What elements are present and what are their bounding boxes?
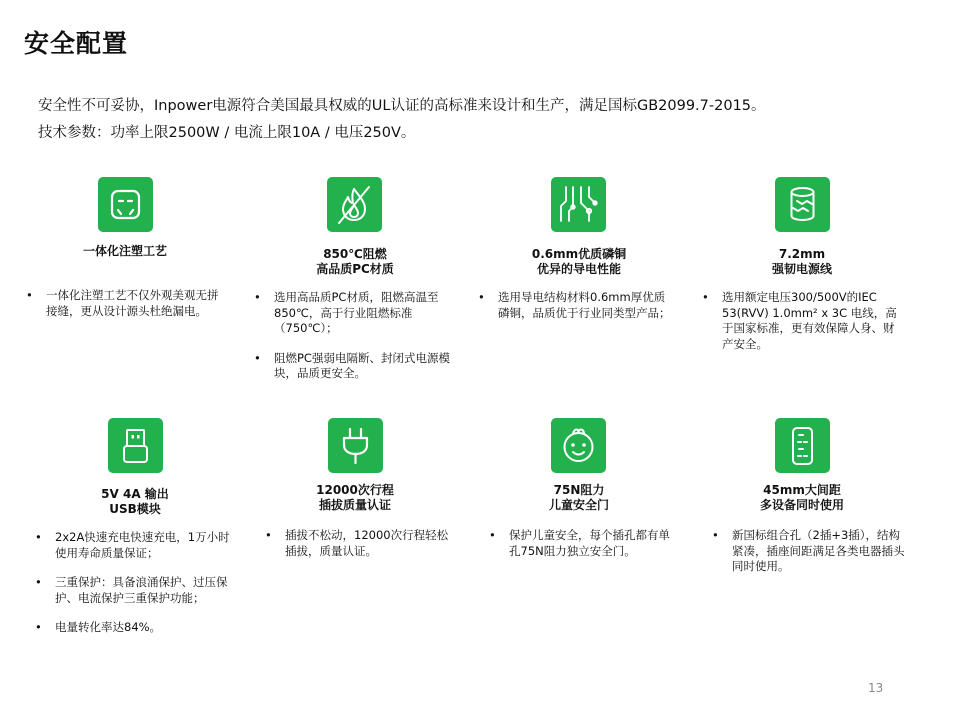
feature-title-5: 5V 4A 输出 USB模块: [101, 487, 169, 516]
feature-list-2: [254, 290, 452, 396]
list-item: • 插拔不松动，12000次行程轻松插拔，质量认证。: [265, 528, 455, 559]
list-item: • 选用高品质PC材质，阻燃高温至850℃，高于行业阻燃标准（750℃）；: [254, 290, 452, 337]
list-item: • 三重保护：具备浪涌保护、过压保护、电流保护三重保护功能；: [35, 575, 233, 606]
page-number: 13: [868, 681, 884, 695]
flame-retardant-icon: [327, 177, 382, 232]
feature-list-1: [26, 288, 226, 333]
socket-icon: [98, 177, 153, 232]
list-item: • 一体化注塑工艺不仅外观美观无拼接缝，更从设计源头杜绝漏电。: [26, 288, 226, 319]
list-item: • 选用额定电压300/500V的IEC 53(RVV) 1.0mm² x 3C 电线，高于国家标准，更有效保障人身、财产安全。: [702, 290, 900, 352]
intro-line-1: 安全性不可妥协，Inpower电源符合美国最具权威的UL认证的高标准来设计和生产，满足国标GB2099.7-2015。: [38, 98, 766, 114]
feature-title-8: 45mm大间距 多设备同时使用: [759, 483, 844, 512]
feature-title-2: 850℃阻燃 高品质PC材质: [316, 247, 394, 276]
usb-icon: [108, 418, 163, 473]
feature-title-1: 一体化注塑工艺: [82, 244, 167, 258]
intro-line-2: 技术参数：功率上限2500W / 电流上限10A / 电压250V。: [38, 125, 416, 141]
feature-list-8: [712, 528, 908, 589]
feature-title-3: 0.6mm优质磷铜 优异的导电性能: [531, 247, 627, 276]
plug-icon: [328, 418, 383, 473]
feature-list-5: [35, 530, 233, 650]
feature-list-3: [478, 290, 674, 335]
feature-list-6: [265, 528, 455, 573]
feature-title-7: 75N阻力 儿童安全门: [548, 483, 609, 512]
power-strip-icon: [775, 418, 830, 473]
cable-roll-icon: [775, 177, 830, 232]
feature-title-4: 7.2mm 强韧电源线: [771, 247, 832, 276]
feature-list-7: [489, 528, 679, 573]
list-item: • 电量转化率达84%。: [35, 620, 233, 636]
feature-list-4: [702, 290, 900, 366]
list-item: • 保护儿童安全，每个插孔都有单孔75N阻力独立安全门。: [489, 528, 679, 559]
page-title: 安全配置: [24, 29, 129, 58]
list-item: • 2x2A快速充电快速充电，1万小时使用寿命质量保证；: [35, 530, 233, 561]
list-item: • 新国标组合孔（2插+3插），结构紧凑，插座间距满足各类电器插头同时使用。: [712, 528, 908, 575]
list-item: • 阻燃PC强弱电隔断、封闭式电源模块，品质更安全。: [254, 351, 452, 382]
feature-title-6: 12000次行程 插拔质量认证: [316, 483, 394, 512]
list-item: • 选用导电结构材料0.6mm厚优质磷铜，品质优于行业同类型产品；: [478, 290, 674, 321]
child-face-icon: [551, 418, 606, 473]
circuit-icon: [551, 177, 606, 232]
